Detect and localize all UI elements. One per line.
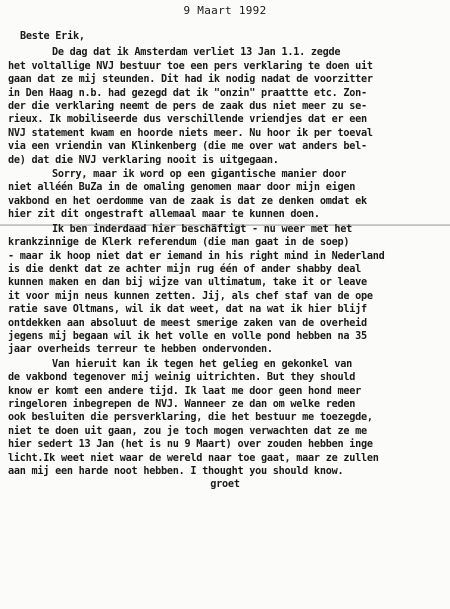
text-line: hier sedert 13 Jan (het is nu 9 Maart) over zouden hebben inge [8, 439, 373, 451]
text-line: via een vriendin van Klinkenberg (die me over wat anders bel- [8, 141, 367, 153]
text-line: in Den Haag n.b. had gezegd dat ik "onzin" praattte etc. Zon- [8, 87, 367, 99]
text-line: gaan dat ze mij steunden. Dit had ik nodig nadat de voorzitter [8, 74, 373, 86]
text-line: hier zit dit ongestraft allemaal maar te kunnen doen. [8, 209, 320, 221]
text-line: know er komt een andere tijd. Ik laat me door geen hond meer [8, 385, 362, 397]
text-line: aan mij een harde noot hebben. I thought you should know. [8, 466, 344, 477]
paragraph [8, 168, 442, 222]
text-line: kunnen maken en dan bij wijze van ultimatum, take it or leave [8, 277, 367, 289]
paragraph [8, 358, 442, 479]
text-line: Ik ben inderdaad hier beschäftigt - nu weer met het [52, 223, 353, 235]
text-line: ook besluiten die persverklaring, die het bestuur me toezegde, [8, 412, 373, 424]
text-line: ratie save Oltmans, wil ik dat weet, dat na wat ik hier blijf [8, 304, 367, 316]
text-line: rieux. Ik mobiliseerde dus verschillende vriendjes dat er een [8, 114, 367, 126]
text-line: De dag dat ik Amsterdam verliet 13 Jan 1.1. zegde [52, 47, 341, 59]
closing: groet [210, 479, 240, 491]
text-line: is die denkt dat ze achter mijn rug één of ander shabby deal [8, 263, 362, 275]
letter-body [8, 30, 442, 492]
letter-date: 9 Maart 1992 [183, 4, 267, 17]
text-line: Sorry, maar ik word op een gigantische manier door [52, 169, 347, 181]
text-line: der die verklaring neemt de pers de zaak dus niet meer zu se- [8, 101, 367, 113]
text-line: niet te doen uit gaan, zou je toch mogen verwachten dat ze me [8, 425, 367, 437]
text-line: licht.Ik weet niet waar de wereld naar toe gaat, maar ze zullen [8, 452, 379, 464]
text-line: het voltallige NVJ bestuur toe een pers verklaring te doen uit [8, 60, 373, 72]
text-line: jegens mij begaan wil ik het volle en volle pond hebben na 35 [8, 330, 367, 342]
text-line: de) dat die NVJ verklaring nooit is uitgegaan. [8, 154, 279, 166]
letter-paragraphs [8, 46, 442, 478]
salutation: Beste Erik, [20, 31, 85, 42]
text-line: ringeloren inbegrepen de NVJ. Wanneer ze dan om welke reden [8, 398, 356, 410]
text-line: jaar overheids terreur te hebben ondervonden. [8, 344, 273, 356]
text-line: niet alléén BuZa in de omaling genomen maar door mijn eigen [8, 182, 356, 194]
text-line: de vakbond tegenover mij weinig uitrichten. But they should [8, 372, 356, 384]
text-line: krankzinnige de Klerk referendum (die man gaat in de soep) [8, 237, 350, 249]
text-line: Van hieruit kan ik tegen het gelieg en gekonkel van [52, 358, 353, 370]
paragraph [8, 46, 442, 167]
text-line: NVJ statement kwam en hoorde niets meer. Nu hoor ik per toeval [8, 127, 373, 139]
paragraph [8, 223, 442, 357]
text-line: ontdekken aan absoluut de meest smerige zaken van de overheid [8, 317, 367, 329]
text-line: it voor mijn neus kunnen zetten. Jij, als chef staf van de ope [8, 290, 373, 302]
text-line: vakbond en het oerdomme van de zaak is dat ze denken omdat ek [8, 195, 367, 207]
text-line: - maar ik hoop niet dat er iemand in his right mind in Nederland [8, 250, 385, 262]
